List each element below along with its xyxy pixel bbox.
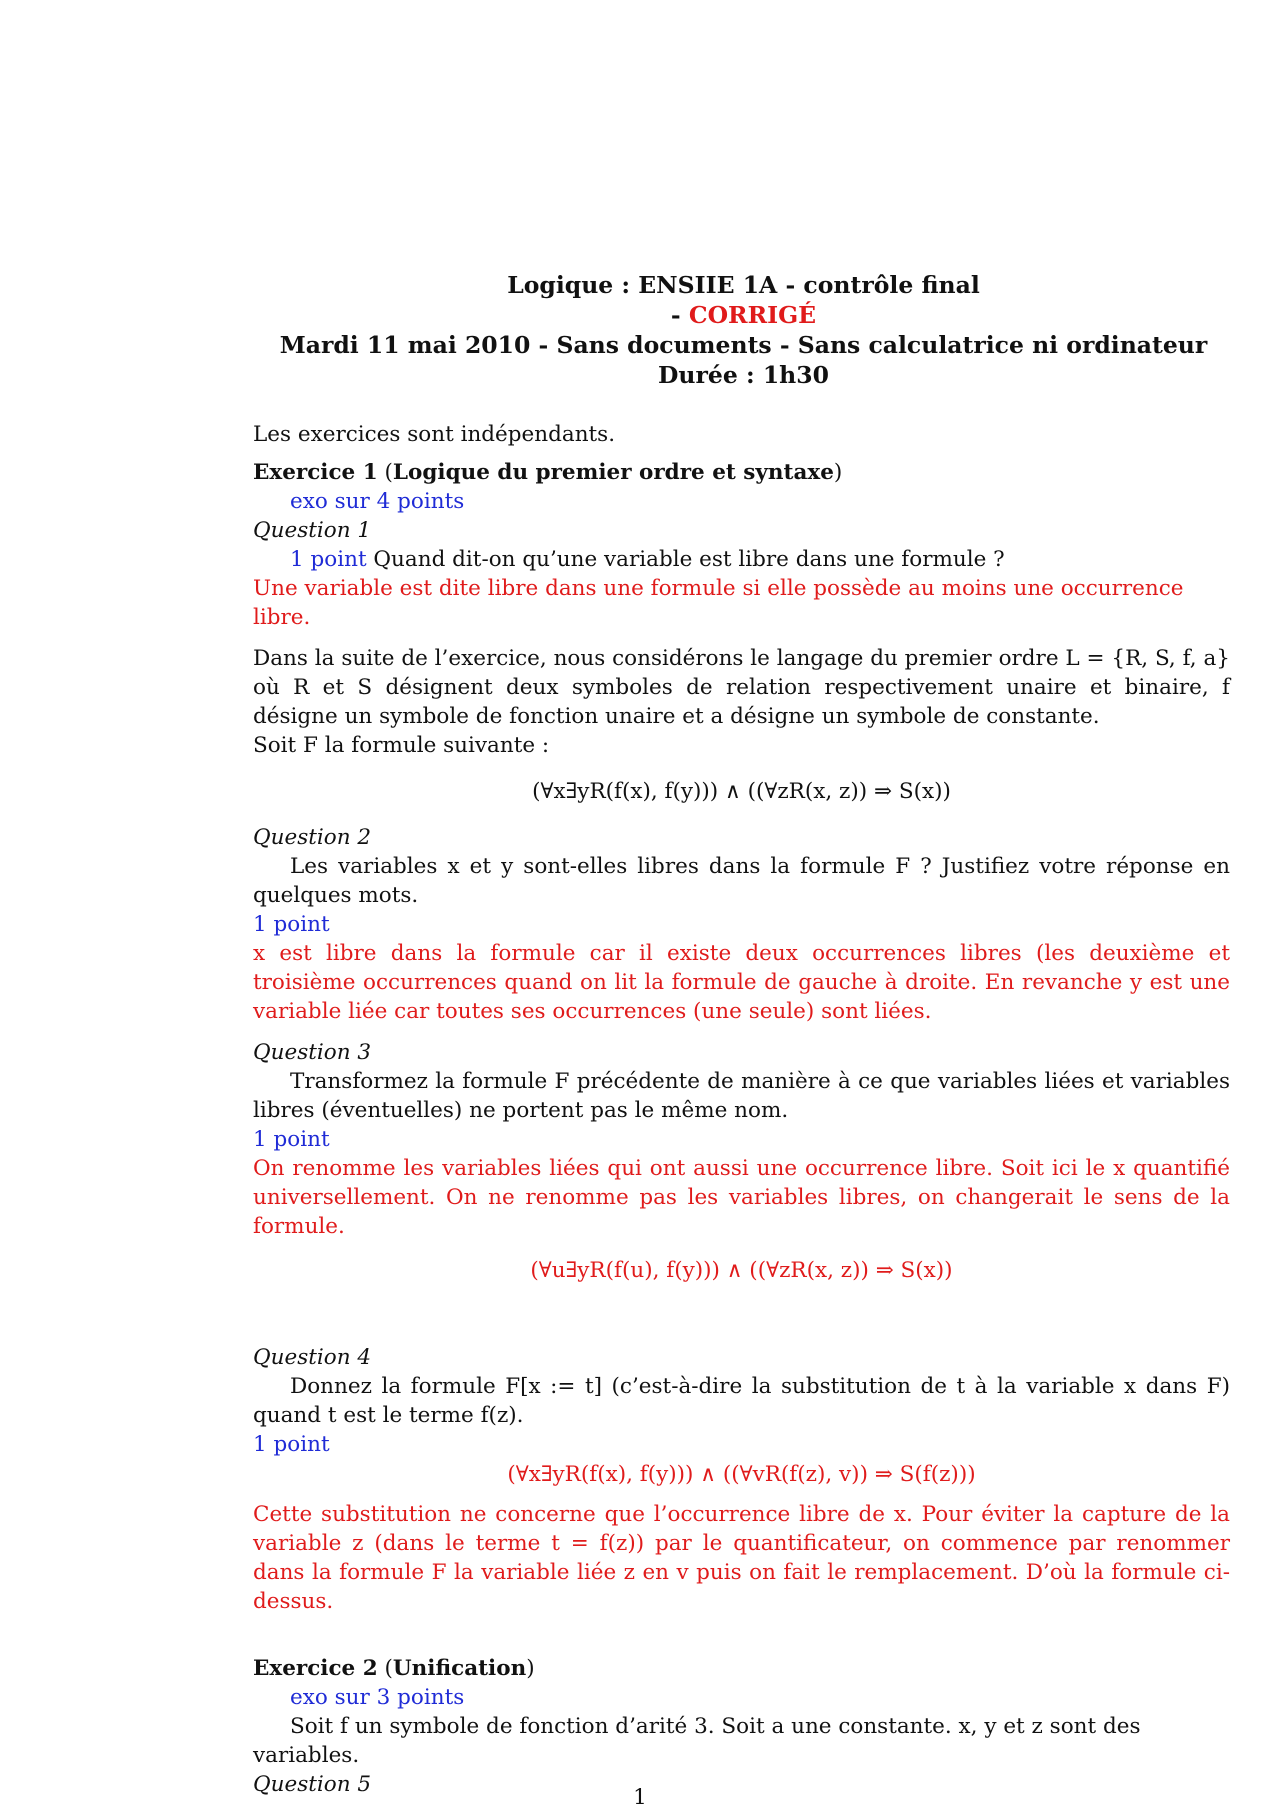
- exercise-1-title: Exercice 1 (Logique du premier ordre et syntaxe): [253, 460, 843, 485]
- exercise-2-text: Soit f un symbole de fonction d’arité 3. Soit a une constante. x, y et z sont des variables.: [253, 1714, 1141, 1768]
- title-line-3: Mardi 11 mai 2010 - Sans documents - Sans calculatrice ni ordinateur: [279, 331, 1208, 359]
- exercise-2-subject: Unification: [392, 1656, 527, 1681]
- formula-intro: Soit F la formule suivante :: [253, 733, 550, 758]
- question-3-answer: On renomme les variables liées qui ont aussi une occurrence libre. Soit ici le x quantifié universellement. On ne renomme pas les variables libres, on changerait le sens de la formule.: [253, 1156, 1230, 1239]
- document-page: [253, 270, 1230, 1799]
- title-line-2: - CORRIGÉ: [670, 301, 817, 329]
- intro-text: Les exercices sont indépendants.: [253, 422, 616, 447]
- exercise-1-subject: Logique du premier ordre et syntaxe: [392, 460, 834, 485]
- title-line-4: Durée : 1h30: [658, 361, 829, 389]
- question-3-formula: (∀u∃yR(f(u), f(y))) ∧ ((∀zR(x, z)) ⇒ S(x)): [530, 1258, 953, 1283]
- exercise-2-points: exo sur 3 points: [290, 1685, 465, 1710]
- document-title: [257, 270, 1230, 390]
- question-3-points: 1 point: [253, 1127, 330, 1152]
- question-2-label: Question 2: [253, 825, 372, 850]
- question-3-label: Question 3: [253, 1040, 372, 1065]
- question-2-text: Les variables x et y sont-elles libres dans la formule F ? Justifiez votre réponse en quelques mots.: [253, 854, 1230, 908]
- exercise-1-points: exo sur 4 points: [290, 489, 465, 514]
- exercise-2-title: Exercice 2 (Unification): [253, 1656, 535, 1681]
- question-1-answer: Une variable est dite libre dans une formule si elle possède au moins une occurrence libre.: [253, 576, 1184, 630]
- question-4-answer: Cette substitution ne concerne que l’occurrence libre de x. Pour éviter la capture de la variable z (dans le terme t = f(z)) par le quantificateur, on commence par renommer dans la formule F la variable liée z en v puis on fait le remplacement. D’où la formule ci-dessus.: [253, 1502, 1230, 1614]
- title-line-1: Logique : ENSIIE 1A - contrôle final: [507, 271, 980, 299]
- question-2-points: 1 point: [253, 912, 330, 937]
- question-3-text: Transformez la formule F précédente de manière à ce que variables liées et variables libres (éventuelles) ne portent pas le même nom.: [253, 1069, 1230, 1123]
- question-5-label: Question 5: [253, 1772, 372, 1797]
- corrige-label: CORRIGÉ: [688, 301, 817, 329]
- question-4-text: Donnez la formule F[x := t] (c’est-à-dire la substitution de t à la variable x dans F) quand t est le terme f(z).: [253, 1374, 1230, 1428]
- question-1-points: 1 point: [290, 547, 367, 572]
- question-4-points: 1 point: [253, 1432, 330, 1457]
- page-number: 1: [633, 1785, 647, 1810]
- question-1-text: 1 point Quand dit-on qu’une variable est libre dans une formule ?: [290, 547, 1005, 572]
- question-4-label: Question 4: [253, 1345, 372, 1370]
- exercise-1-context: Dans la suite de l’exercice, nous considérons le langage du premier ordre L = {R, S, f, a} où R et S désignent deux symboles de relation respectivement unaire et binaire, f désigne un symbole de fonction unaire et a désigne un symbole de constante.: [253, 646, 1230, 729]
- question-1-label: Question 1: [253, 518, 372, 543]
- question-4-formula: (∀x∃yR(f(x), f(y))) ∧ ((∀vR(f(z), v)) ⇒ S(f(z))): [507, 1462, 976, 1487]
- question-2-answer: x est libre dans la formule car il existe deux occurrences libres (les deuxième et troisième occurrences quand on lit la formule de gauche à droite. En revanche y est une variable liée car toutes ses occurrences (une seule) sont liées.: [253, 941, 1230, 1024]
- formula-F: (∀x∃yR(f(x), f(y))) ∧ ((∀zR(x, z)) ⇒ S(x)): [532, 779, 951, 804]
